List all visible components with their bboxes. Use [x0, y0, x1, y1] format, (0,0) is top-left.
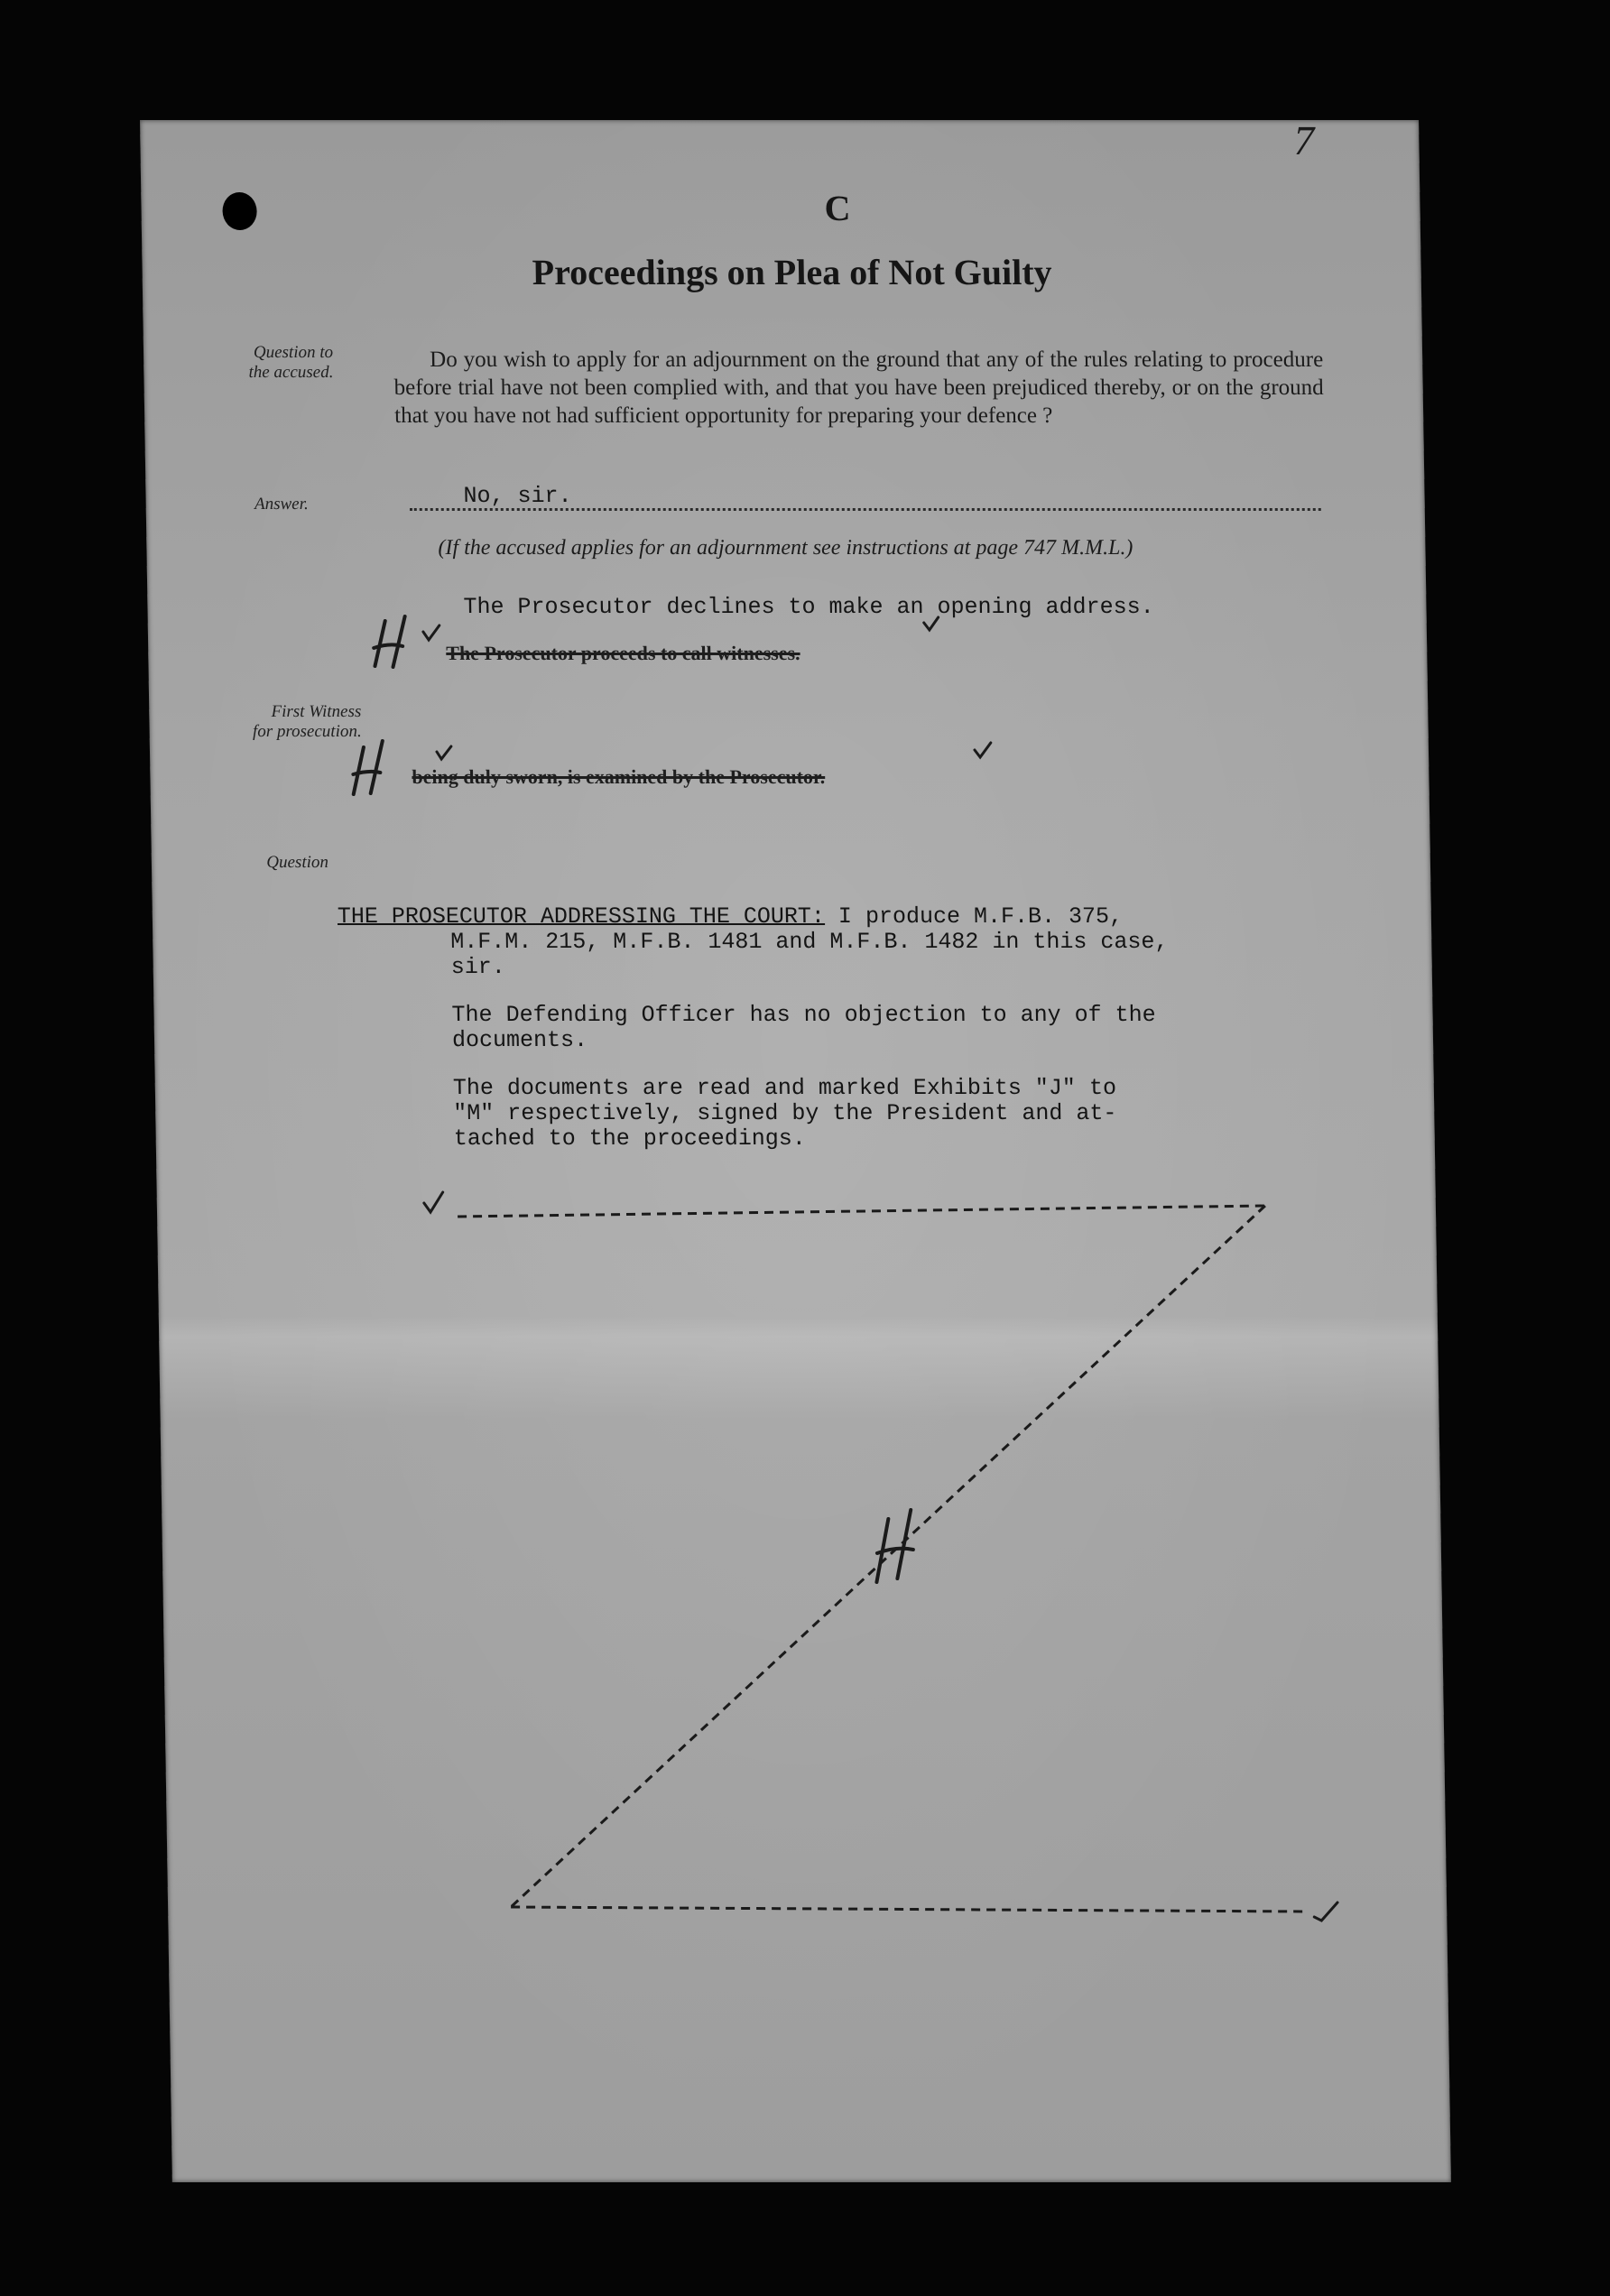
page-number: 7 [1292, 117, 1315, 163]
initials-3 [875, 1510, 913, 1582]
form-letter: C [824, 188, 851, 228]
check-mark-6 [1314, 1903, 1337, 1921]
check-mark-2 [924, 617, 939, 630]
initials-1 [374, 616, 406, 667]
typed-heading: THE PROSECUTOR ADDRESSING THE COURT: [337, 903, 826, 930]
typed-para2-line1: The Defending Officer has no objection to any of the [451, 1002, 1156, 1028]
adjournment-instruction: (If the accused applies for an adjournment see instructions at page 747 M.M.L.) [438, 536, 1133, 560]
initials-marks [351, 616, 914, 1582]
document-page [140, 117, 1451, 2182]
check-mark-1 [423, 625, 440, 640]
handwritten-marks [140, 120, 1451, 2182]
margin-label-first-witness: First Witness for prosecution. [252, 702, 362, 741]
check-mark-5 [424, 1192, 443, 1212]
typed-para3-line2: "M" respectively, signed by the President and at- [453, 1100, 1117, 1126]
prosecutor-declines: The Prosecutor declines to make an opening address. [463, 594, 1154, 620]
margin-label-question: Question [266, 853, 329, 872]
answer-typed: No, sir. [463, 483, 572, 509]
typed-para3-line1: The documents are read and marked Exhibits "J" to [452, 1075, 1117, 1101]
typed-line-3: sir. [450, 954, 505, 980]
check-mark-3 [437, 746, 451, 759]
typed-para3-line3: tached to the proceedings. [453, 1125, 807, 1152]
margin-label-question-to-accused: Question to the accused. [248, 343, 334, 382]
typed-line-1-rest: I produce M.F.B. 375, [824, 903, 1124, 930]
initials-2 [353, 741, 384, 794]
check-marks [415, 617, 1338, 1921]
struck-sworn-examined: being duly sworn, is examined by the Prosecutor. [412, 765, 826, 788]
typed-line-2: M.F.M. 215, M.F.B. 1481 and M.F.B. 1482 in this case, [450, 929, 1169, 955]
typed-para2-line2: documents. [451, 1027, 588, 1053]
printed-question: Do you wish to apply for an adjournment on the ground that any of the rules relating to procedure before trial have not been complied with, and that you have been prejudiced thereby, or on the ground that you have not had sufficient opportunity for preparing your defence ? [393, 347, 1324, 428]
check-mark-4 [975, 743, 991, 757]
margin-label-answer: Answer. [254, 495, 309, 514]
form-title: Proceedings on Plea of Not Guilty [532, 252, 1052, 292]
struck-call-witnesses: The Prosecutor proceeds to call witnesses. [446, 642, 800, 664]
